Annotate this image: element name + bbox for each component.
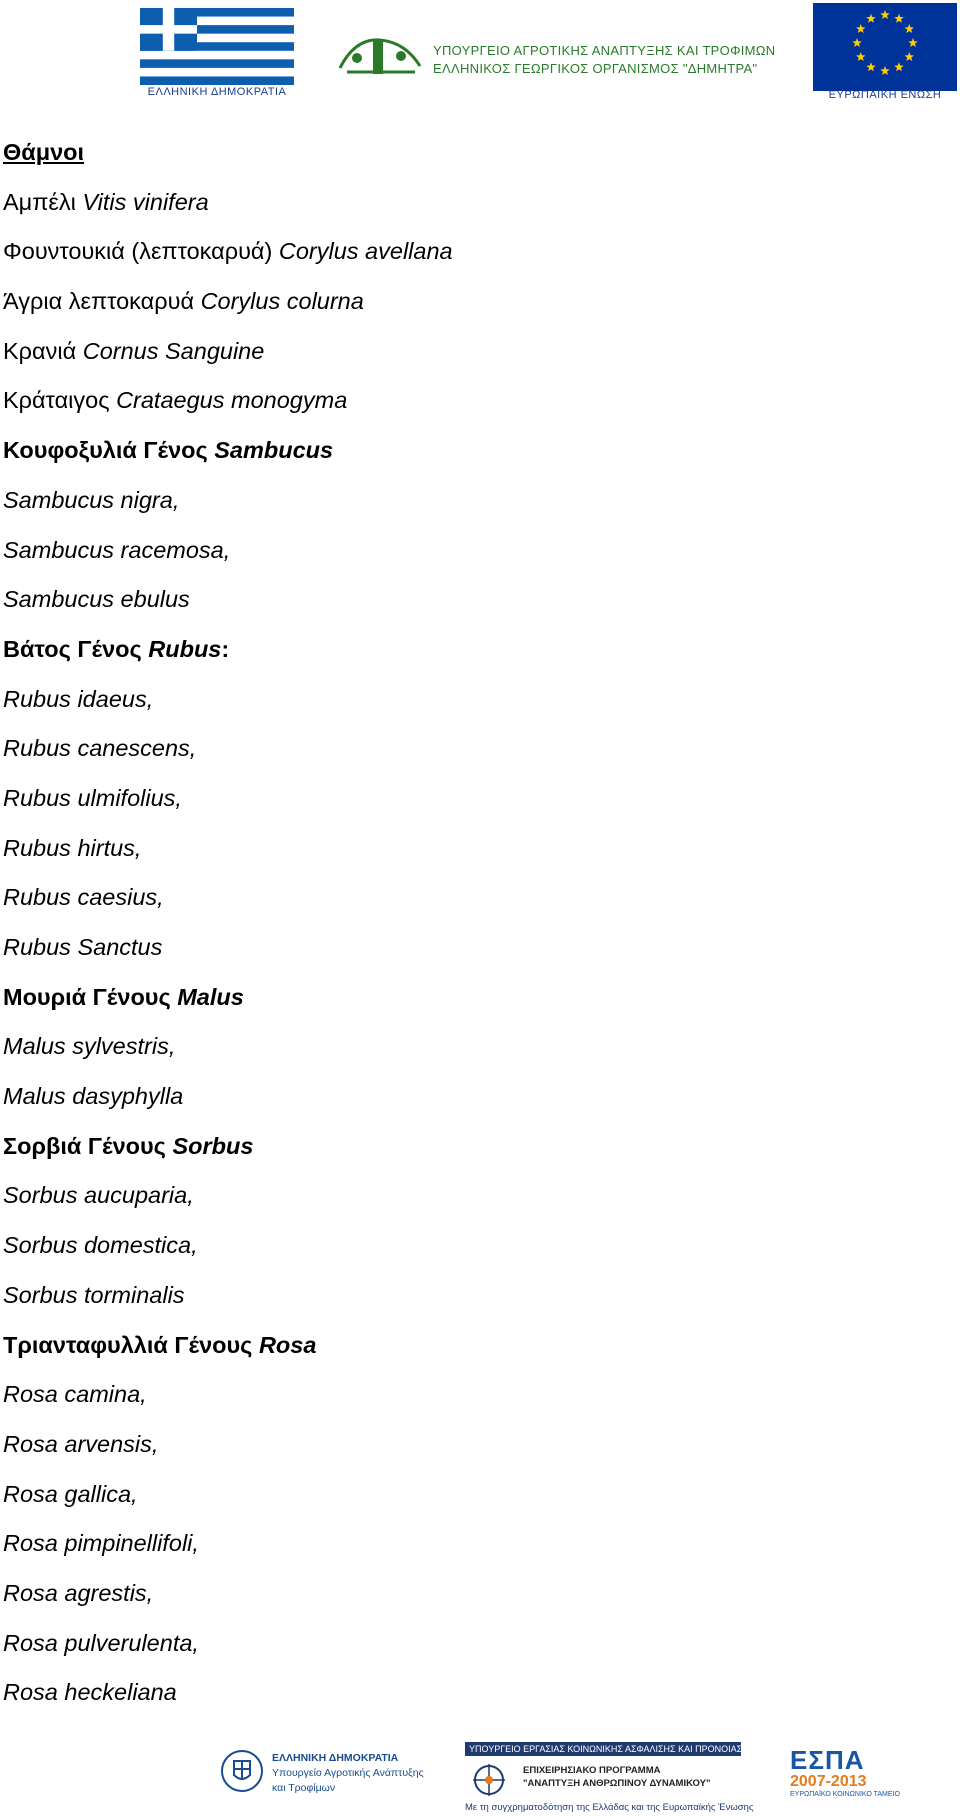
species-entry	[3, 535, 943, 585]
species-entry	[3, 1528, 943, 1578]
genus-common-name: Κουφοξυλιά Γένος	[3, 437, 208, 464]
species-entry	[3, 1578, 943, 1628]
species-entry	[3, 1180, 943, 1230]
plant-entry	[3, 336, 943, 386]
genus-common-name: Βάτος Γένος	[3, 635, 142, 662]
species-name: Malus sylvestris,	[3, 1033, 176, 1060]
section-heading: Θάμνοι	[3, 139, 85, 165]
common-name: Κράταιγος	[3, 387, 110, 414]
greek-coat-of-arms-icon	[220, 1749, 264, 1793]
footer-ministry-logo	[220, 1747, 430, 1807]
genus-scientific-name: Rubus	[148, 635, 222, 662]
plant-entry	[3, 236, 943, 286]
species-name: Rosa gallica,	[3, 1480, 138, 1507]
species-entry	[3, 1628, 943, 1678]
species-entry	[3, 733, 943, 783]
species-name: Rosa pimpinellifoli,	[3, 1530, 199, 1557]
species-entry	[3, 1429, 943, 1479]
species-name: Rosa heckeliana	[3, 1679, 177, 1706]
species-name: Malus dasyphylla	[3, 1083, 184, 1110]
page-footer	[0, 1735, 960, 1816]
operational-programme-logo	[465, 1742, 754, 1814]
common-name: Φουντουκιά (λεπτοκαρυά)	[3, 238, 273, 265]
species-name: Rubus canescens,	[3, 735, 197, 762]
genus-scientific-name: Sorbus	[172, 1132, 254, 1159]
species-entry	[3, 1230, 943, 1280]
species-entry	[3, 584, 943, 634]
species-entry	[3, 1280, 943, 1330]
species-name: Sorbus domestica,	[3, 1232, 198, 1259]
species-name: Sambucus racemosa,	[3, 536, 231, 563]
common-name: Κρανιά	[3, 337, 83, 364]
eu-caption: ΕΥΡΩΠΑΪΚΗ ΕΝΩΣΗ	[828, 89, 942, 101]
scientific-name: Corylus colurna	[200, 288, 364, 315]
footer-ministry-title: ΕΛΛΗΝΙΚΗ ΔΗΜΟΚΡΑΤΙΑ	[272, 1752, 399, 1764]
species-name: Rubus ulmifolius,	[3, 784, 182, 811]
genus-heading	[3, 634, 943, 684]
species-name: Rubus idaeus,	[3, 685, 154, 712]
species-entry	[3, 833, 943, 883]
species-name: Rubus hirtus,	[3, 834, 142, 861]
genus-heading	[3, 1131, 943, 1181]
genus-common-name: Σορβιά Γένους	[3, 1132, 166, 1159]
scientific-name: Vitis vinifera	[82, 188, 209, 215]
scientific-name: Cornus Sanguine	[82, 337, 265, 364]
genus-scientific-name: Sambucus	[214, 437, 334, 464]
species-entry	[3, 783, 943, 833]
species-name: Rosa pulverulenta,	[3, 1629, 199, 1656]
species-entry	[3, 932, 943, 982]
genus-common-name: Τριανταφυλλιά Γένους	[3, 1331, 253, 1358]
espa-years: 2007-2013	[790, 1773, 867, 1790]
species-name: Rosa camina,	[3, 1381, 147, 1408]
species-name: Sorbus aucuparia,	[3, 1182, 194, 1209]
species-name: Sorbus torminalis	[3, 1281, 185, 1308]
footer-ministry-sub1: Υπουργείο Αγροτικής Ανάπτυξης	[272, 1767, 424, 1779]
genus-common-name: Μουριά Γένους	[3, 983, 171, 1010]
species-entry	[3, 1031, 943, 1081]
espa-subtitle: ΕΥΡΩΠΑΪΚΟ ΚΟΙΝΩΝΙΚΟ ΤΑΜΕΙΟ	[790, 1791, 900, 1798]
genus-heading	[3, 435, 943, 485]
species-entry	[3, 1379, 943, 1429]
cofinancing-note: Με τη συγχρηματοδότηση της Ελλάδας και της Ευρωπαϊκής Ένωσης	[465, 1802, 754, 1813]
species-name: Rosa arvensis,	[3, 1430, 159, 1457]
species-name: Rubus Sanctus	[3, 934, 163, 960]
plant-entry	[3, 187, 943, 237]
document-body	[3, 137, 943, 1727]
european-union-logo	[813, 3, 958, 101]
species-entry	[3, 1677, 943, 1727]
genus-heading	[3, 982, 943, 1032]
espa-logo	[790, 1747, 910, 1807]
species-name: Rosa agrestis,	[3, 1579, 154, 1606]
op-title-line-2: "ΑΝΑΠΤΥΞΗ ΑΝΘΡΩΠΙΝΟΥ ΔΥΝΑΜΙΚΟΥ"	[523, 1778, 711, 1789]
scientific-name: Corylus avellana	[278, 238, 453, 265]
genus-suffix: :	[221, 635, 230, 662]
footer-ministry-sub2: και Τροφίμων	[272, 1782, 336, 1794]
species-name: Rubus caesius,	[3, 884, 164, 911]
page-header	[0, 0, 960, 110]
genus-scientific-name: Rosa	[258, 1331, 317, 1358]
ministry-line-1: ΥΠΟΥΡΓΕΙΟ ΑΓΡΟΤΙΚΗΣ ΑΝΑΠΤΥΞΗΣ ΚΑΙ ΤΡΟΦΙΜΩΝ	[433, 43, 776, 58]
compass-emblem-icon	[471, 1762, 507, 1798]
species-entry	[3, 485, 943, 535]
species-entry	[3, 882, 943, 932]
plant-list	[3, 187, 943, 1727]
demeter-emblem-icon	[335, 28, 425, 80]
common-name: Αμπέλι	[3, 188, 76, 215]
species-name: Sambucus ebulus	[3, 586, 190, 613]
eu-flag-icon	[813, 3, 957, 91]
greek-republic-logo	[140, 8, 300, 98]
espa-title: ΕΣΠΑ	[790, 1745, 865, 1775]
scientific-name: Crataegus monogyma	[116, 387, 348, 414]
species-name: Sambucus nigra,	[3, 486, 180, 513]
genus-heading	[3, 1330, 943, 1380]
ministry-line-2: ΕΛΛΗΝΙΚΟΣ ΓΕΩΡΓΙΚΟΣ ΟΡΓΑΝΙΣΜΟΣ "ΔΗΜΗΤΡΑ"	[433, 61, 758, 76]
op-title-line-1: ΕΠΙΧΕΙΡΗΣΙΑΚΟ ΠΡΟΓΡΑΜΜΑ	[523, 1765, 661, 1776]
op-ministry-banner: ΥΠΟΥΡΓΕΙΟ ΕΡΓΑΣΙΑΣ ΚΟΙΝΩΝΙΚΗΣ ΑΣΦΑΛΙΣΗΣ ΚΑΙ ΠΡΟΝΟΙΑΣ	[465, 1742, 741, 1756]
ministry-agriculture-logo	[335, 28, 776, 84]
greek-flag-caption: ΕΛΛΗΝΙΚΗ ΔΗΜΟΚΡΑΤΙΑ	[147, 86, 287, 98]
genus-scientific-name: Malus	[177, 983, 244, 1010]
species-entry	[3, 1081, 943, 1131]
species-entry	[3, 1479, 943, 1529]
common-name: Άγρια λεπτοκαρυά	[3, 288, 195, 315]
plant-entry	[3, 385, 943, 435]
species-entry	[3, 684, 943, 734]
plant-entry	[3, 286, 943, 336]
greek-flag-icon	[140, 8, 294, 85]
